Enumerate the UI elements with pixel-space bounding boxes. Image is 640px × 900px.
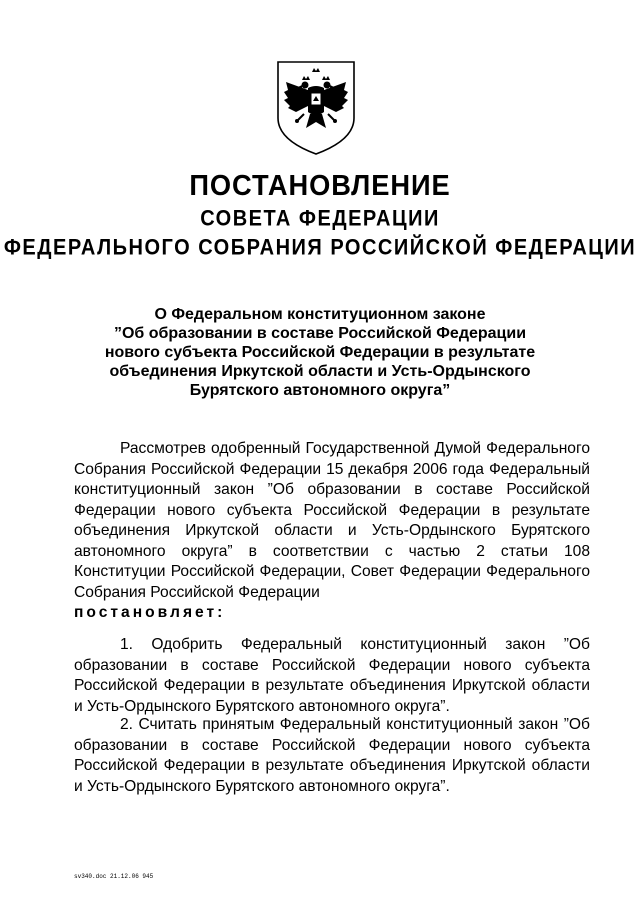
heading-line: нового субъекта Российской Федерации в результате xyxy=(104,344,536,361)
heading-line: ”Об образовании в составе Российской Федерации xyxy=(113,325,527,342)
coat-of-arms-icon xyxy=(274,60,358,156)
issuing-body-line-2: ФЕДЕРАЛЬНОГО СОБРАНИЯ РОССИЙСКОЙ ФЕДЕРАЦИИ xyxy=(3,235,637,261)
document-code: sv340.doc 21.12.06 945 xyxy=(74,873,154,880)
document-title: ПОСТАНОВЛЕНИЕ xyxy=(189,170,451,202)
intro-text: Рассмотрев одобренный Государственной Думой Федерального Собрания Российской Федерации 15 декабря 2006 года Федеральный конституционный закон ”Об образовании в составе Российской Федерации нового субъекта Российской Федерации в результате объединения Иркутской области и Усть-Ордынского Бурятского автономного округа” в соответствии с частью 2 статьи 108 Конституции Российской Федерации, Совет Федерации Федерального Собрания Российской Федерации xyxy=(74,440,590,601)
heading-line: Бурятского автономного округа” xyxy=(189,382,451,399)
resolution-item-2: 2. Считать принятым Федеральный конституционный закон ”Об образовании в составе Российской Федерации нового субъекта Российской Федерации в результате объединения Иркутской области и Усть-Ордынского Бурятского автономного округа”. xyxy=(74,716,590,795)
resolution-item-1: 1. Одобрить Федеральный конституционный закон ”Об образовании в составе Российской Федерации нового субъекта Российской Федерации в результате объединения Иркутской области и Усть-Ордынского Бурятского автономного округа”. xyxy=(74,636,590,715)
resolves-word: постановляет: xyxy=(74,604,226,621)
intro-paragraph xyxy=(74,439,590,624)
resolution-heading xyxy=(0,305,640,400)
issuing-body-line-1: СОВЕТА ФЕДЕРАЦИИ xyxy=(200,206,440,232)
heading-line: объединения Иркутской области и Усть-Ордынского xyxy=(109,363,531,380)
heading-line: О Федеральном конституционном законе xyxy=(154,306,486,323)
